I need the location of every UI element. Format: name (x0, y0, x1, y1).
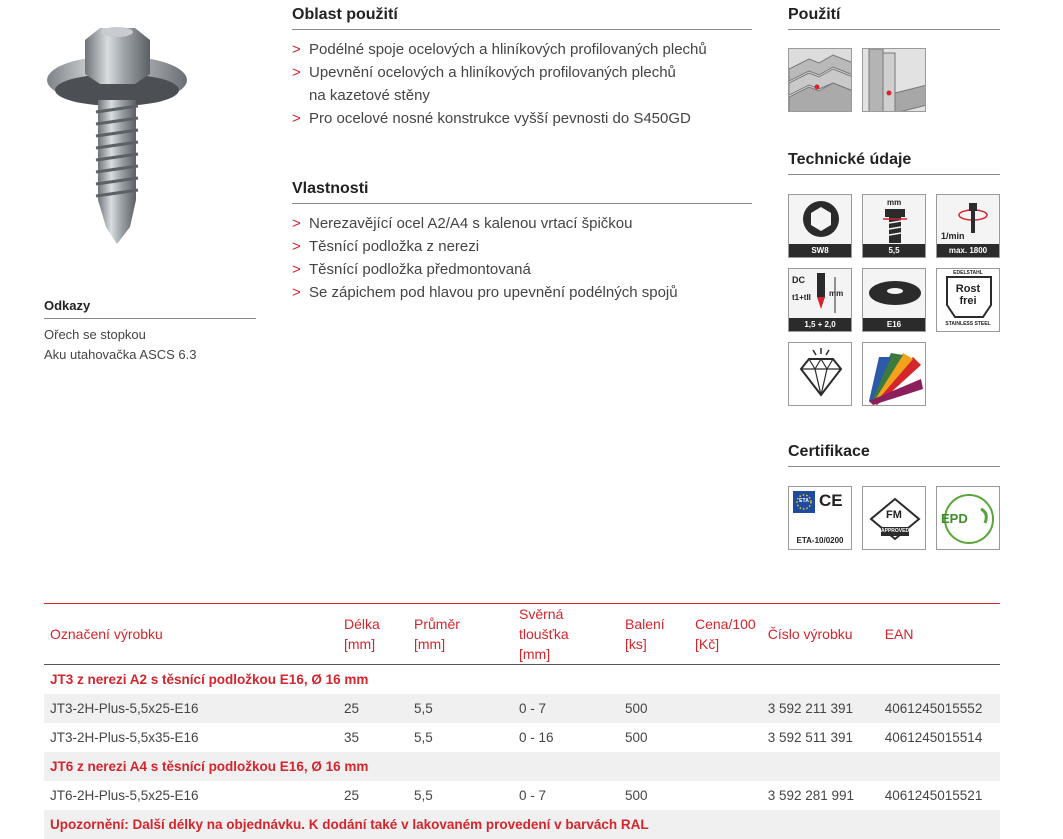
col-header: Cena/100 [Kč] (689, 604, 762, 665)
cert-label: APPROVED (881, 528, 910, 534)
references-list (44, 325, 196, 365)
table-cell: 4061245015521 (884, 788, 983, 803)
table-cell: 500 (625, 730, 648, 745)
tech-tile-drill-capacity (788, 268, 852, 332)
tile-label: EDELSTAHL (953, 270, 983, 276)
reference-item[interactable]: Aku utahovačka ASCS 6.3 (44, 347, 197, 362)
table-note-row: Upozornění: Další délky na objednávku. K dodání také v lakovaném provedení v barvách RAL (44, 810, 1000, 839)
references-title: Odkazy (44, 298, 91, 313)
usage-title: Použití (788, 6, 841, 23)
table-cell: JT6-2H-Plus-5,5x25-E16 (50, 788, 199, 803)
technical-title: Technické údaje (788, 151, 912, 168)
bullet-arrow-icon: > (292, 110, 301, 127)
certification-title: Certifikace (788, 443, 870, 460)
cert-label: FM (886, 509, 902, 521)
table-cell: 35 (344, 730, 360, 745)
table-group-row: JT3 z nerezi A2 s těsnící podložkou E16, Ø 16 mm (44, 665, 1000, 695)
tile-label: mm (887, 198, 902, 207)
technical-rule (788, 174, 1000, 175)
cert-caption: ETA-10/0200 (796, 536, 844, 545)
bullet-arrow-icon: > (292, 215, 301, 232)
col-header: Průměr [mm] (408, 604, 513, 665)
usage-image-longitudinal-joint (788, 48, 852, 112)
tech-tile-stainless (936, 268, 1000, 332)
tile-caption: max. 1800 (937, 244, 999, 257)
cert-label: ETA (799, 498, 809, 504)
tech-tile-diamond (788, 342, 852, 406)
bullet-arrow-icon: > (292, 284, 301, 301)
tile-caption: STAINLESS STEEL (945, 321, 991, 327)
table-cell (689, 694, 762, 723)
table-cell: 5,5 (408, 694, 513, 723)
tile-label: DC (792, 275, 805, 285)
cert-tile-eta-ce (788, 486, 852, 550)
reference-item[interactable]: Ořech se stopkou (44, 327, 146, 342)
table-cell: 3 592 211 391 (762, 694, 879, 723)
tile-caption: 5,5 (863, 244, 925, 257)
properties-title: Vlastnosti (292, 180, 369, 197)
table-cell: 4061245015552 (879, 694, 1000, 723)
references-rule (44, 318, 256, 319)
tech-tile-colors (862, 342, 926, 406)
table-cell: 3 592 281 991 (767, 788, 855, 803)
table-row[interactable] (44, 694, 1000, 723)
usage-area-list (292, 38, 707, 130)
cert-label: EPD (941, 511, 968, 526)
tech-tile-washer (862, 268, 926, 332)
tile-label: mm (829, 289, 844, 298)
table-cell: 4061245015514 (884, 730, 983, 745)
col-header: Balení [ks] (619, 604, 689, 665)
table-cell: JT3-2H-Plus-5,5x25-E16 (44, 694, 338, 723)
properties-rule (292, 203, 752, 204)
tech-tile-sw8 (788, 194, 852, 258)
bullet-arrow-icon: > (292, 238, 301, 255)
table-cell: JT3-2H-Plus-5,5x35-E16 (50, 730, 199, 745)
bullet-arrow-icon: > (292, 261, 301, 278)
product-image (40, 22, 200, 262)
tile-label: t1+tII (792, 293, 811, 302)
table-cell: 0 - 7 (513, 694, 619, 723)
table-cell (689, 723, 762, 752)
tile-caption: SW8 (789, 244, 851, 257)
col-header: Délka [mm] (338, 604, 408, 665)
table-header-row (44, 604, 1000, 665)
list-item: > Těsnící podložka předmontovaná (292, 258, 678, 281)
bullet-arrow-icon: > (292, 41, 301, 58)
tile-label: Rost (955, 283, 981, 295)
cert-label: CE (819, 491, 843, 510)
table-cell: 25 (338, 694, 408, 723)
tile-label: 1/min (941, 231, 965, 241)
list-item: > Pro ocelové nosné konstrukce vyšší pevnosti do S450GD (292, 107, 707, 130)
tile-label: frei (959, 295, 977, 307)
col-header: EAN (879, 604, 1000, 665)
list-item: > Upevnění ocelových a hliníkových profilovaných plechů (292, 61, 707, 84)
diamond-icon (789, 343, 852, 406)
tech-tile-diameter (862, 194, 926, 258)
list-item: > Těsnící podložka z nerezi (292, 235, 678, 258)
usage-image-cassette-wall (862, 48, 926, 112)
bullet-arrow-icon: > (292, 64, 301, 81)
table-cell: 0 - 7 (519, 788, 547, 803)
cert-tile-fm-approved (862, 486, 926, 550)
table-cell (689, 781, 762, 810)
tech-tile-rpm (936, 194, 1000, 258)
col-header: Číslo výrobku (762, 604, 879, 665)
list-item: > Podélné spoje ocelových a hliníkových profilovaných plechů (292, 38, 707, 61)
certification-rule (788, 466, 1000, 467)
usage-area-rule (292, 29, 752, 30)
table-cell: 3 592 511 391 (767, 730, 854, 745)
list-item: > Se zápichem pod hlavou pro upevnění podélných spojů (292, 281, 678, 304)
table-cell: 5,5 (414, 730, 433, 745)
table-cell: 0 - 16 (519, 730, 554, 745)
col-header: Svěrná tloušťka [mm] (513, 604, 619, 665)
table-cell: 500 (625, 788, 648, 803)
usage-rule (788, 29, 1000, 30)
table-group-row: JT6 z nerezi A4 s těsnící podložkou E16, Ø 16 mm (44, 752, 1000, 781)
table-cell: 25 (344, 788, 360, 803)
tile-caption: E16 (863, 318, 925, 331)
list-item: na kazetové stěny (309, 87, 430, 104)
product-table (44, 603, 1000, 839)
table-row[interactable] (44, 723, 1000, 752)
usage-area-title: Oblast použití (292, 6, 398, 23)
table-row[interactable] (44, 781, 1000, 810)
cert-tile-epd (936, 486, 1000, 550)
properties-list (292, 212, 678, 304)
col-header: Označení výrobku (44, 604, 338, 665)
color-palette-icon (863, 343, 926, 406)
list-item: > Nerezavějící ocel A2/A4 s kalenou vrtací špičkou (292, 212, 678, 235)
table-cell: 5,5 (414, 788, 433, 803)
table-cell: 500 (619, 694, 689, 723)
tile-caption: 1,5 + 2,0 (789, 318, 851, 331)
